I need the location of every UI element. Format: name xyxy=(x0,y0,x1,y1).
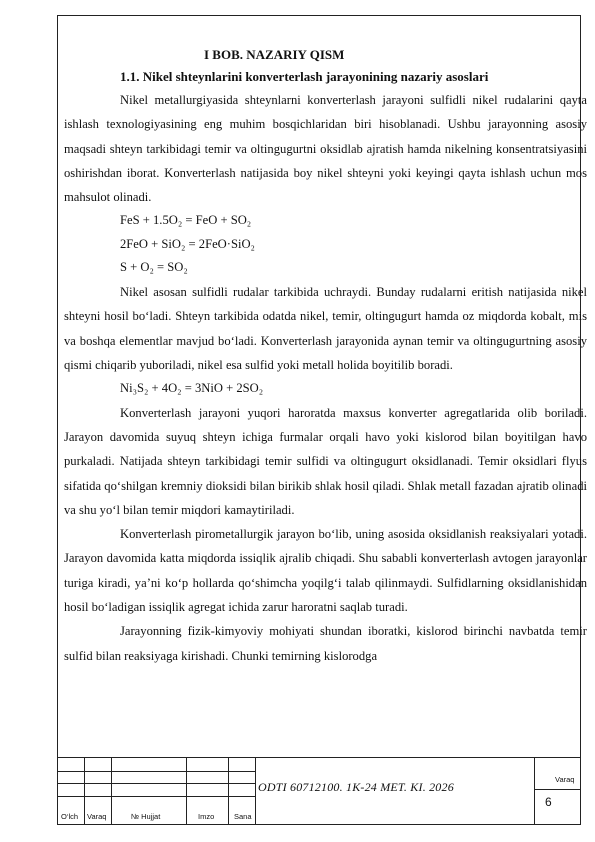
paragraph-4: Konverterlash pirometallurgik jarayon bo‘lib, uning asosida oksidlanish reaksiyalari yotadi. Jarayon davomida katta miqdorda issiqlik ajralib chiqadi. Shu sababli konverterlash avtogen jarayonlar turiga kiradi, ya’ni ko‘p hollarda qo‘shimcha yoqilg‘i talab qilinmaydi. Sulfidlarning oksidlanishidan hosil bo‘ladigan issiqlik agregat ichida zarur haroratni saqlab turadi. xyxy=(64,527,587,615)
stamp-sheet-line xyxy=(534,789,581,790)
stamp-imzo-label: Imzo xyxy=(198,812,215,821)
stamp-col-line-2 xyxy=(111,757,112,825)
document-body xyxy=(64,44,587,668)
stamp-olch-label: O‘lch xyxy=(61,812,79,821)
stamp-row-line-1 xyxy=(57,771,255,772)
paragraph-2: Nikel asosan sulfidli rudalar tarkibida uchraydi. Bunday rudalarni eritish natijasida nikel shteyni hosil bo‘ladi. Shteyn tarkibida odatda nikel, temir, oltingugurt hamda oz miqdorda kobalt, mis va boshqa elementlar mavjud bo‘ladi. Konverterlash jarayonida aynan temir va oltingugurtning asosiy qismi chiqarib yuboriladi, nikel esa sulfid yoki metall holida boyitilib boradi. xyxy=(64,284,587,372)
stamp-col-line-4 xyxy=(228,757,229,825)
formula-2: 2FeO + SiO₂ = 2FeO·SiO₂ xyxy=(120,236,255,251)
stamp-col-line-3 xyxy=(186,757,187,825)
document-code: ODTI 60712100. 1K-24 MET. KI. 2026 xyxy=(258,780,454,794)
stamp-hujjat-label: № Hujjat xyxy=(131,812,161,821)
sheet-number: 6 xyxy=(545,795,552,809)
formula-3: S + O₂ = SO₂ xyxy=(120,260,188,275)
formula-1: FeS + 1.5O₂ = FeO + SO₂ xyxy=(120,213,252,228)
formula-4: Ni₃S₂ + 4O₂ = 3NiO + 2SO₂ xyxy=(120,381,264,396)
stamp-col-line-6 xyxy=(534,757,535,825)
section-title: 1.1. Nikel shteynlarini konverterlash jarayonining nazariy asoslari xyxy=(120,69,489,84)
sheet-label: Varaq xyxy=(555,775,575,784)
stamp-varaq-label: Varaq xyxy=(87,812,107,821)
stamp-row-line-2 xyxy=(57,783,255,784)
stamp-col-line-5 xyxy=(255,757,256,825)
paragraph-1: Nikel metallurgiyasida shteynlarni konverterlash jarayoni sulfidli nikel rudalarini qayta ishlash texnologiyasining eng muhim bosqichlaridan biri hisoblanadi. Ushbu jarayonning asosiy maqsadi shteyn tarkibidagi temir va oltingugurtni oksidlab ajratish hamda nikelning konsentratsiyasini oshirishdan iborat. Konverterlash natijasida boy nikel shteyni yoki keyingi qayta ishlash uchun mos mahsulot olinadi. xyxy=(64,93,587,205)
stamp-sana-label: Sana xyxy=(234,812,252,821)
stamp-row-line-3 xyxy=(57,796,255,797)
paragraph-5: Jarayonning fizik-kimyoviy mohiyati shundan iboratki, kislorod birinchi navbatda temir sulfid bilan reaksiyaga kirishadi. Chunki temirning kislorodga xyxy=(64,624,587,663)
paragraph-3: Konverterlash jarayoni yuqori haroratda maxsus konverter agregatlarida olib boriladi. Jarayon davomida suyuq shteyn ichiga furmalar orqali havo yoki kislorod bilan boyitilgan havo purkaladi. Natijada shteyn tarkibidagi temir sulfidi va oltingugurt oksidlanadi. Temir oksidlari flyus sifatida qo‘shilgan kremniy dioksidi bilan birikib shlak hosil qiladi. Shlak metall fazadan ajratib olinadi va shu yo‘l bilan temir miqdori kamaytiriladi. xyxy=(64,405,587,517)
chapter-title: I BOB. NAZARIY QISM xyxy=(204,47,345,62)
stamp-top-line xyxy=(57,757,581,758)
stamp-col-line-1 xyxy=(84,757,85,825)
